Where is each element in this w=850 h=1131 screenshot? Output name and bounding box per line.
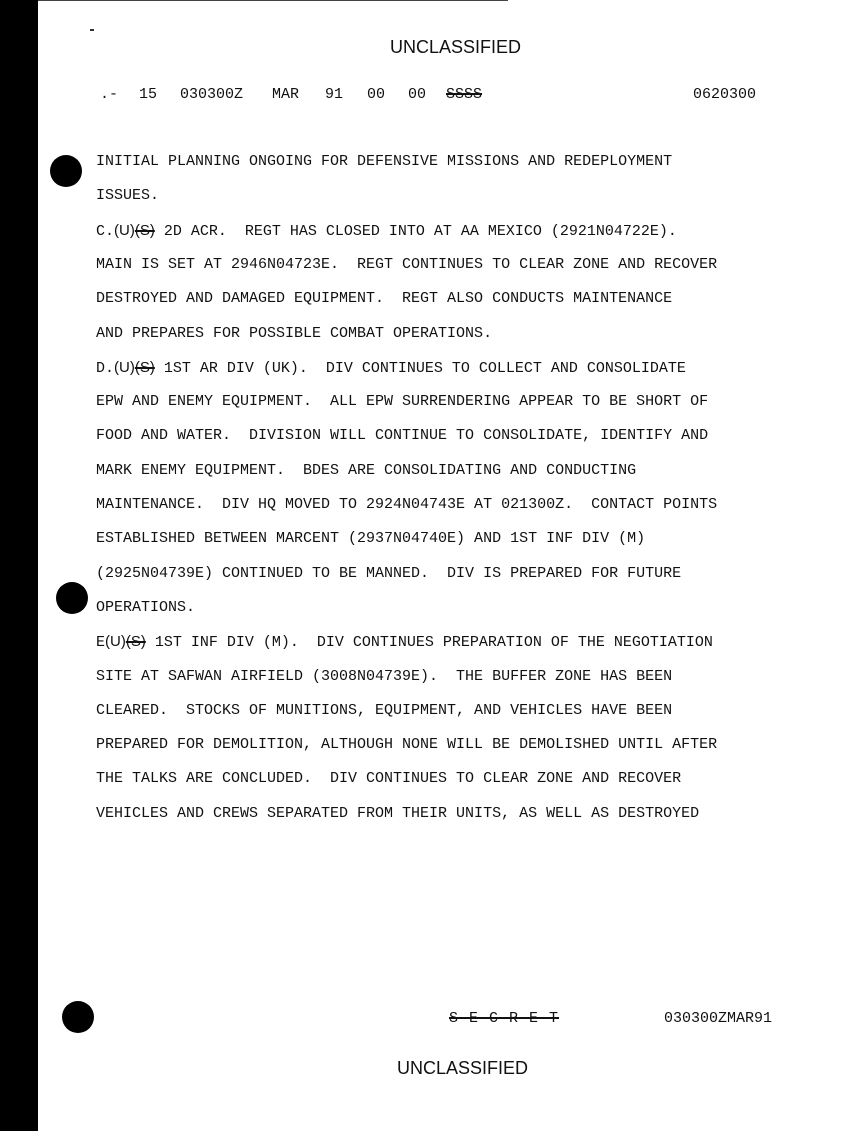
body-line <box>96 496 717 513</box>
body-line <box>96 290 672 307</box>
classification-marking: (U) <box>105 633 126 651</box>
scan-top-line <box>38 0 508 1</box>
line-text: VEHICLES AND CREWS SEPARATED FROM THEIR UNITS, AS WELL AS DESTROYED <box>96 804 700 822</box>
header-field-2: 00 <box>408 86 427 103</box>
body-line <box>96 427 708 444</box>
paragraph-letter: D. <box>96 359 115 377</box>
body-line <box>96 393 708 410</box>
header-serial: 0620300 <box>693 86 757 103</box>
line-text: CLEARED. STOCKS OF MUNITIONS, EQUIPMENT, AND VEHICLES HAVE BEEN <box>96 701 673 719</box>
header-prefix: .- <box>100 86 119 103</box>
line-text: OPERATIONS. <box>96 598 196 616</box>
line-text: 1ST INF DIV (M). DIV CONTINUES PREPARATION OF THE NEGOTIATION <box>145 634 713 652</box>
body-line <box>96 805 699 822</box>
line-text: ISSUES. <box>96 187 160 205</box>
body-line <box>96 770 681 787</box>
line-text: MAINTENANCE. DIV HQ MOVED TO 2924N04743E AT 021300Z. CONTACT POINTS <box>96 496 718 513</box>
paragraph-letter: C. <box>96 222 115 240</box>
struck-marking: (S) <box>125 633 146 651</box>
header-struck-classification: SSSS <box>446 86 483 103</box>
body-line <box>96 530 645 547</box>
punch-hole <box>62 1001 94 1033</box>
body-line <box>96 153 672 170</box>
body-line <box>96 736 717 753</box>
line-text: AND PREPARES FOR POSSIBLE COMBAT OPERATIONS. <box>96 324 493 342</box>
scan-speck <box>90 29 94 31</box>
body-line <box>96 359 686 377</box>
classification-bottom: UNCLASSIFIED <box>397 1058 529 1078</box>
header-page: 15 <box>139 86 158 103</box>
classification-top: UNCLASSIFIED <box>390 37 522 57</box>
line-text: EPW AND ENEMY EQUIPMENT. ALL EPW SURRENDERING APPEAR TO BE SHORT OF <box>96 393 709 411</box>
line-text: THE TALKS ARE CONCLUDED. DIV CONTINUES TO CLEAR ZONE AND RECOVER <box>96 770 682 788</box>
line-text: DESTROYED AND DAMAGED EQUIPMENT. REGT ALSO CONDUCTS MAINTENANCE <box>96 290 673 308</box>
line-text: 2D ACR. REGT HAS CLOSED INTO AT AA MEXICO (2921N04722E). <box>154 222 677 240</box>
line-text: INITIAL PLANNING ONGOING FOR DEFENSIVE MISSIONS AND REDEPLOYMENT <box>96 153 673 170</box>
classification-marking: (U) <box>114 221 135 239</box>
header-dtg: 030300Z <box>180 86 244 103</box>
footer-struck-classification: S E C R E T <box>449 1010 560 1027</box>
line-text: MARK ENEMY EQUIPMENT. BDES ARE CONSOLIDATING AND CONDUCTING <box>96 461 637 479</box>
footer-dtg: 030300ZMAR91 <box>664 1010 773 1027</box>
classification-marking: (U) <box>114 358 135 376</box>
body-line <box>96 702 672 719</box>
header-field-1: 00 <box>367 86 386 103</box>
line-text: SITE AT SAFWAN AIRFIELD (3008N04739E). THE BUFFER ZONE HAS BEEN <box>96 667 673 685</box>
body-line <box>96 256 717 273</box>
header-year: 91 <box>325 86 344 103</box>
body-line <box>96 599 195 616</box>
body-line <box>96 668 672 685</box>
body-line <box>96 222 677 240</box>
body-line <box>96 565 681 582</box>
header-month: MAR <box>272 86 300 103</box>
body-line <box>96 187 159 204</box>
body-line <box>96 633 713 651</box>
paragraph-letter: E <box>96 634 106 652</box>
scan-left-edge <box>0 0 38 1131</box>
line-text: PREPARED FOR DEMOLITION, ALTHOUGH NONE WILL BE DEMOLISHED UNTIL AFTER <box>96 736 718 754</box>
line-text: (2925N04739E) CONTINUED TO BE MANNED. DIV IS PREPARED FOR FUTURE <box>96 564 682 582</box>
punch-hole <box>50 155 82 187</box>
body-line <box>96 462 636 479</box>
line-text: ESTABLISHED BETWEEN MARCENT (2937N04740E) AND 1ST INF DIV (M) <box>96 530 646 548</box>
body-line <box>96 325 492 342</box>
line-text: 1ST AR DIV (UK). DIV CONTINUES TO COLLECT AND CONSOLIDATE <box>154 359 686 377</box>
struck-marking: (S) <box>134 221 155 239</box>
line-text: FOOD AND WATER. DIVISION WILL CONTINUE TO CONSOLIDATE, IDENTIFY AND <box>96 427 709 445</box>
line-text: MAIN IS SET AT 2946N04723E. REGT CONTINUES TO CLEAR ZONE AND RECOVER <box>96 255 718 273</box>
punch-hole <box>56 582 88 614</box>
struck-marking: (S) <box>134 358 155 376</box>
